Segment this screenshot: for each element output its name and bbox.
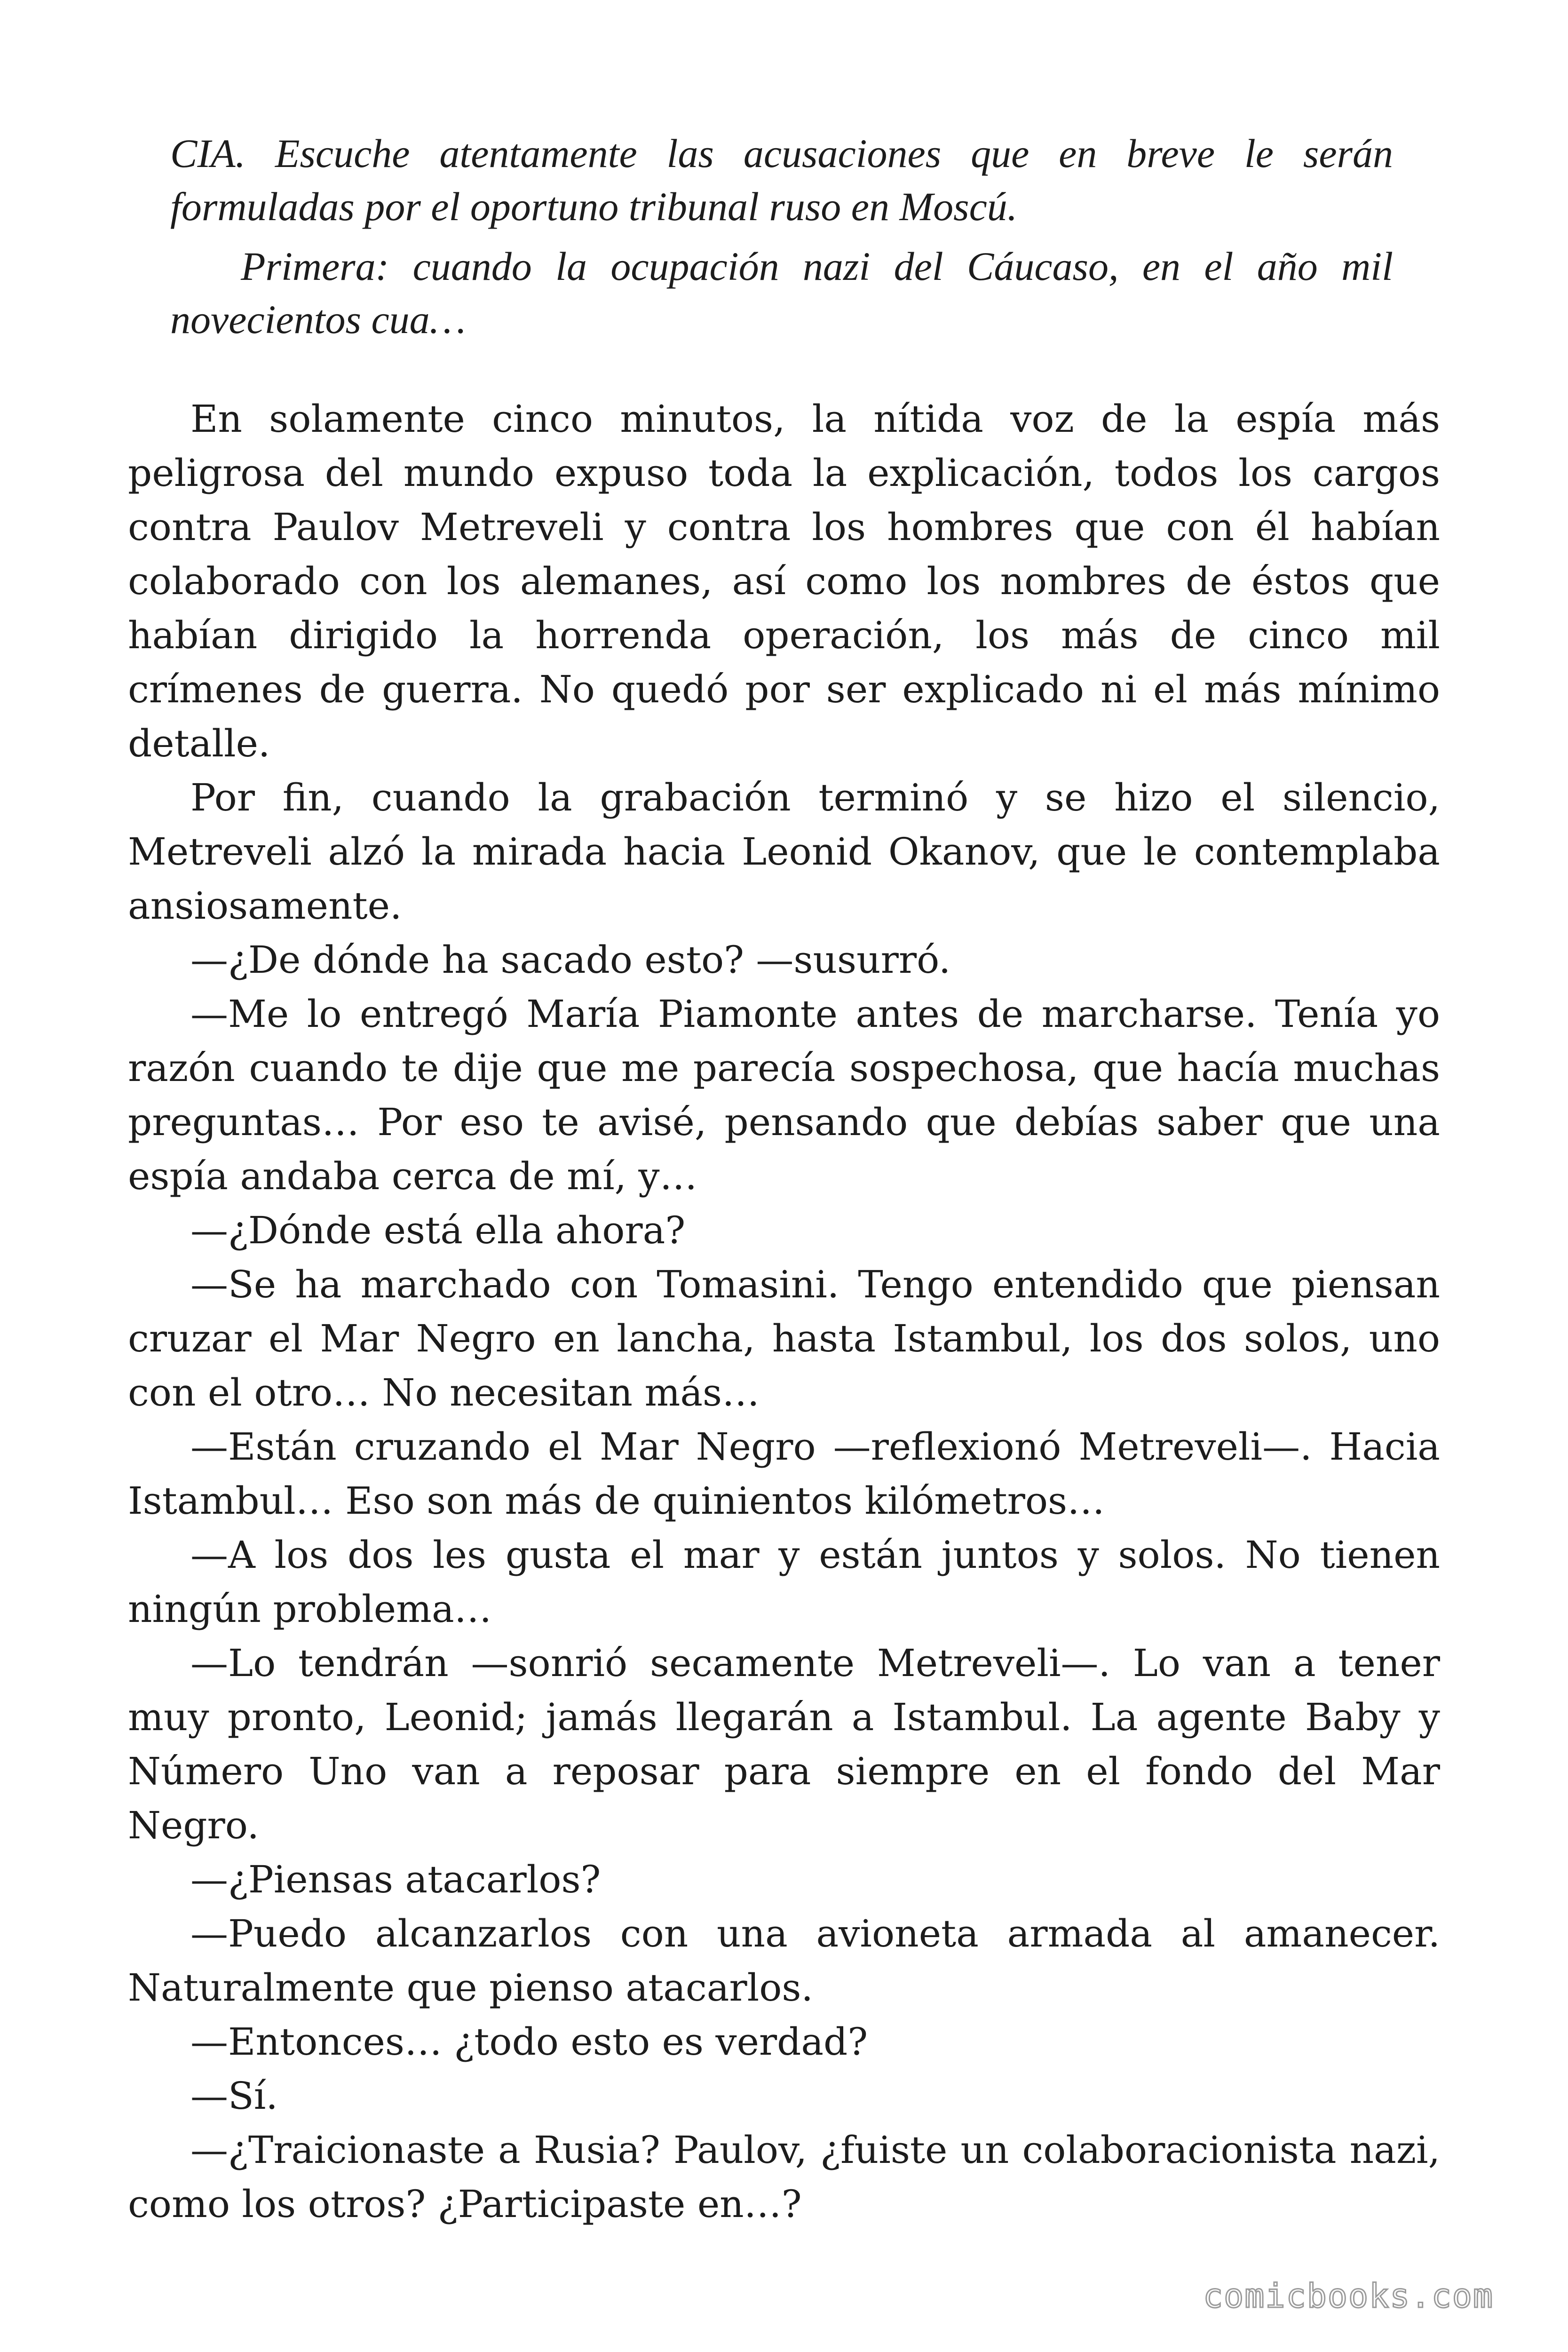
dialogue-line: —Me lo entregó María Piamonte antes de marcharse. Tenía yo razón cuando te dije que me parecía sospechosa, que hacía muchas preguntas… Por eso te avisé, pensando que debías saber que una espía andaba cerca de mí, y…: [128, 992, 1440, 1198]
body-paragraph: En solamente cinco minutos, la nítida voz de la espía más peligrosa del mundo expuso toda la explicación, todos los cargos contra Paulov Metreveli y contra los hombres que con él habían colaborado con los alemanes, así como los nombres de éstos que habían dirigido la horrenda operación, los más de cinco mil crímenes de guerra. No quedó por ser explicado ni el más mínimo detalle.: [128, 397, 1440, 765]
dialogue-line: —Puedo alcanzarlos con una avioneta armada al amanecer. Naturalmente que pienso atacarlos.: [128, 1912, 1440, 2010]
quote-paragraph: Primera: cuando la ocupación nazi del Cáucaso, en el año mil novecientos cua…: [170, 244, 1393, 342]
dialogue-line: —Lo tendrán —sonrió secamente Metreveli—. Lo van a tener muy pronto, Leonid; jamás llegarán a Istambul. La agente Baby y Número Uno van a reposar para siempre en el fondo del Mar Negro.: [128, 1641, 1440, 1847]
quote-paragraph: CIA. Escuche atentamente las acusaciones que en breve le serán formuladas por el oportuno tribunal ruso en Moscú.: [170, 131, 1393, 229]
dialogue-line: —¿Dónde está ella ahora?: [190, 1208, 686, 1252]
dialogue-line: —Están cruzando el Mar Negro —reflexionó Metreveli—. Hacia Istambul… Eso son más de quinientos kilómetros…: [128, 1425, 1440, 1523]
dialogue-line: —A los dos les gusta el mar y están juntos y solos. No tienen ningún problema…: [128, 1533, 1440, 1631]
dialogue-line: —Se ha marchado con Tomasini. Tengo entendido que piensan cruzar el Mar Negro en lancha, hasta Istambul, los dos solos, uno con el otro… No necesitan más…: [128, 1263, 1440, 1414]
body-paragraph: Por fin, cuando la grabación terminó y se hizo el silencio, Metreveli alzó la mirada hacia Leonid Okanov, que le contemplaba ansiosamente.: [128, 776, 1440, 928]
italic-quote-block: [170, 127, 1393, 346]
book-page: [128, 127, 1440, 2231]
dialogue-line: —¿De dónde ha sacado esto? —susurró.: [190, 938, 951, 982]
dialogue-line: —¿Traicionaste a Rusia? Paulov, ¿fuiste un colaboracionista nazi, como los otros? ¿Participaste en…?: [128, 2128, 1440, 2226]
body-text: [128, 392, 1440, 2231]
dialogue-line: —Entonces… ¿todo esto es verdad?: [190, 2020, 868, 2064]
watermark: comicbooks.com: [1203, 2277, 1494, 2315]
dialogue-line: —Sí.: [190, 2074, 278, 2118]
dialogue-line: —¿Piensas atacarlos?: [190, 1858, 601, 1901]
